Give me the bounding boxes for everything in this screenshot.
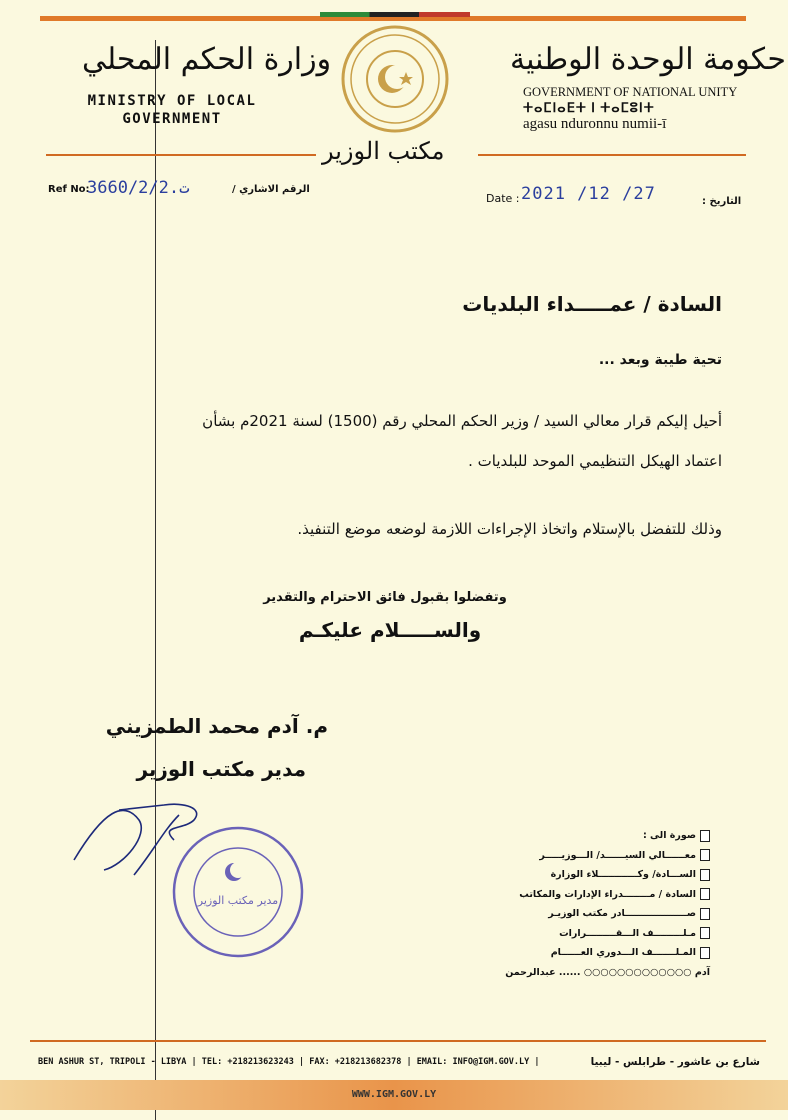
document-icon xyxy=(700,849,710,861)
list-item: السادة / مــــــــدراء الإدارات والمكاتب xyxy=(505,885,710,905)
document-icon xyxy=(700,908,710,920)
document-icon xyxy=(700,927,710,939)
list-item: معــــــالي السيــــــد/ الـــوزيـــــر xyxy=(505,846,710,866)
ref-label: Ref No: xyxy=(48,184,90,195)
cc-heading: صورة الى : xyxy=(505,826,710,846)
list-item: الســـادة/ وكــــــــــــلاء الوزارة xyxy=(505,865,710,885)
cc-list xyxy=(505,826,710,982)
ref-label-arabic: الرقم الاشاري / xyxy=(232,184,310,195)
website-link[interactable]: WWW.IGM.GOV.LY xyxy=(351,1089,437,1100)
date-value: 2021 /12 /27 xyxy=(521,184,656,204)
letter-body-line: أحيل إليكم قرار معالي السيد / وزير الحكم المحلي رقم (1500) لسنة 2021م بشأن xyxy=(202,412,722,430)
ministry-arabic-title: وزارة الحكم المحلي xyxy=(82,42,332,77)
date-label: Date : xyxy=(486,192,520,205)
list-item: مـلـــــــــف الـــقـــــــــرارات xyxy=(505,924,710,944)
document-icon xyxy=(700,888,710,900)
list-item: المـلـــــــف الـــدوري العــــــام xyxy=(505,943,710,963)
footer-rule xyxy=(30,1040,766,1042)
signatory-name: م. آدم محمد الطمزيني xyxy=(105,714,328,738)
header-rule-right xyxy=(478,154,746,156)
fold-line xyxy=(155,40,156,1120)
letter-body-line: اعتماد الهيكل التنظيمي الموحد للبلديات . xyxy=(468,452,722,470)
signatory-title: مدير مكتب الوزير xyxy=(136,757,306,781)
government-arabic-title: حكومة الوحدة الوطنية xyxy=(510,42,786,77)
document-icon xyxy=(700,869,710,881)
government-amazigh-title: agasu nduronnu numii-ī xyxy=(523,116,667,132)
official-stamp-icon xyxy=(168,822,308,962)
government-english-block xyxy=(523,84,737,132)
ministry-en-line2: GOVERNMENT xyxy=(122,111,222,127)
letter-body-line: وذلك للتفضل بالإستلام واتخاذ الإجراءات اللازمة لوضعه موضع التنفيذ. xyxy=(297,520,722,538)
footer-address-arabic: شارع بن عاشور - طرابلس - ليبيا xyxy=(590,1056,760,1068)
letter-closing: والســـــلام عليكـم xyxy=(298,618,482,642)
date-label-arabic: التاريخ : xyxy=(702,196,742,207)
footer-contact: BEN ASHUR ST, TRIPOLI - LIBYA | TEL: +218213623243 | FAX: +218213682378 | EMAIL: INFO@IGM.GOV.LY | xyxy=(38,1057,540,1067)
letter-regards: وتفضلوا بقبول فائق الاحترام والتقدير xyxy=(263,590,507,605)
list-item: صـــــــــــــــــــادر مكتب الوزيـر xyxy=(505,904,710,924)
state-emblem-icon xyxy=(340,24,450,134)
flag-stripe xyxy=(320,12,470,17)
stamp-text: مدير مكتب الوزير xyxy=(197,894,279,907)
header-rule-left xyxy=(46,154,316,156)
document-icon xyxy=(700,830,710,842)
cc-footer-note: آدم ○○○○○○○○○○○○○ ...... عبدالرحمن xyxy=(505,966,710,978)
government-en-title: GOVERNMENT OF NATIONAL UNITY xyxy=(523,85,738,99)
document-icon xyxy=(700,947,710,959)
ministry-en-line1: MINISTRY OF LOCAL xyxy=(87,93,257,109)
ref-number: 3660/2/ت.2 xyxy=(87,178,190,198)
government-tifinagh-title: ⵜⴰⵎⵏⴰⴹⵜ ⵏ ⵜⴰⵎⵓⵏⵜ xyxy=(523,100,655,115)
letter-greeting: تحية طيبة وبعد ... xyxy=(598,352,722,368)
minister-office-title: مكتب الوزير xyxy=(322,137,445,165)
letter-salutation: السادة / عمـــــداء البلديات xyxy=(462,292,722,316)
ministry-english-title xyxy=(82,92,262,128)
